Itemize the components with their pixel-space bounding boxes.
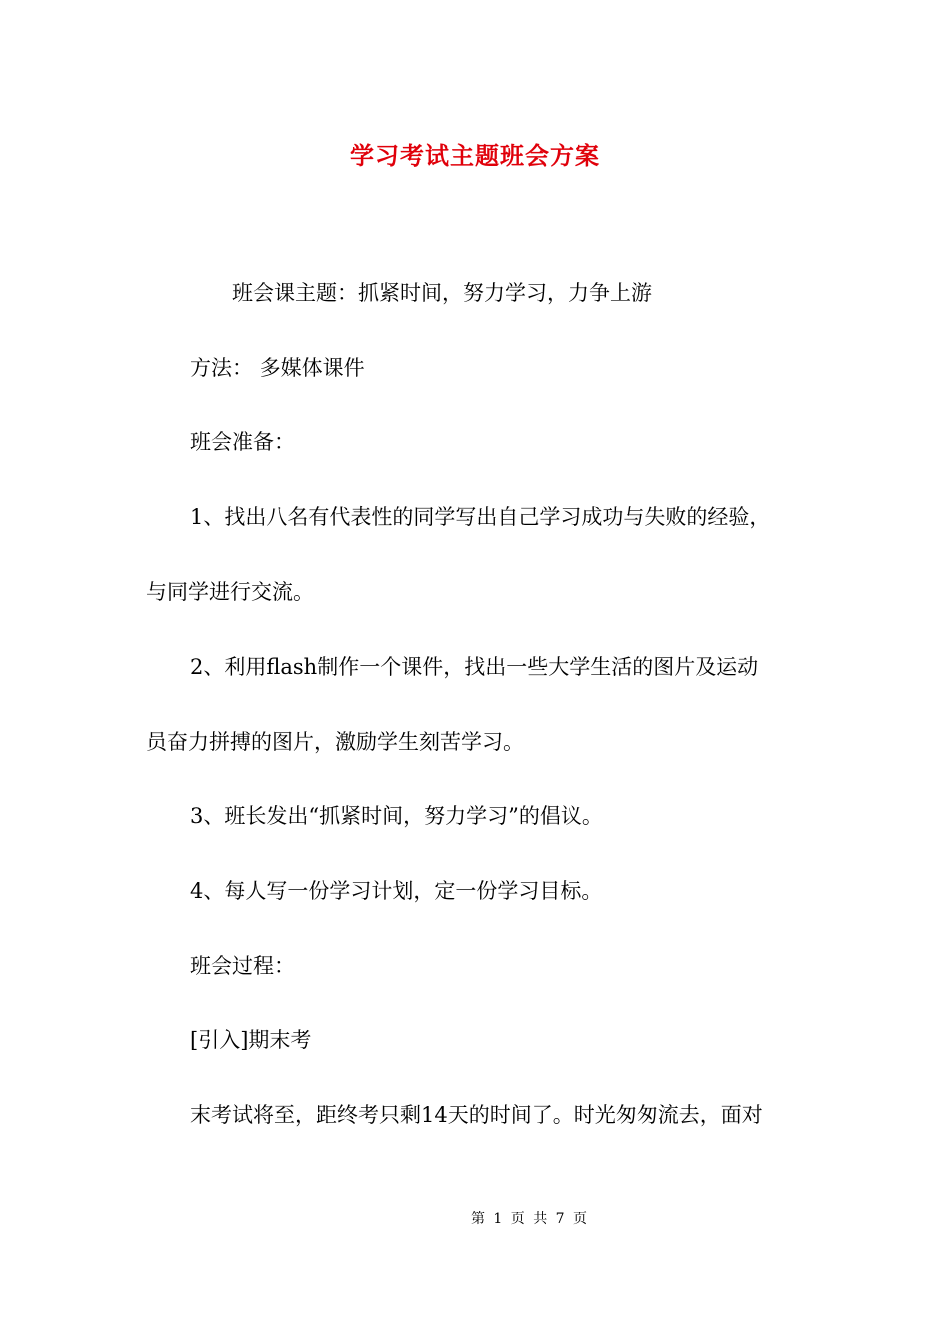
paragraph-line: [引入]期末考 (190, 1028, 312, 1052)
page-number-footer: 第 1 页 共 7 页 (470, 1211, 590, 1227)
paragraph-line: 班会课主题：抓紧时间，努力学习，力争上游 (232, 281, 652, 305)
paragraph-line: 班会准备： (190, 430, 295, 454)
paragraph-line: 4、每人写一份学习计划，定一份学习目标。 (190, 879, 603, 903)
paragraph-line: 班会过程： (190, 954, 295, 978)
paragraph-line: 3、班长发出“抓紧时间，努力学习”的倡议。 (190, 804, 603, 828)
paragraph-line: 员奋力拼搏的图片，激励学生刻苦学习。 (146, 730, 524, 754)
paragraph-line: 与同学进行交流。 (146, 580, 314, 604)
document-title: 学习考试主题班会方案 (350, 141, 600, 170)
paragraph-line: 1、找出八名有代表性的同学写出自己学习成功与失败的经验， (190, 505, 771, 529)
paragraph-line: 方法： 多媒体课件 (190, 356, 365, 380)
paragraph-line: 2、利用flash制作一个课件，找出一些大学生活的图片及运动 (190, 655, 759, 679)
paragraph-line: 末考试将至，距终考只剩14天的时间了。时光匆匆流去，面对 (190, 1103, 763, 1127)
